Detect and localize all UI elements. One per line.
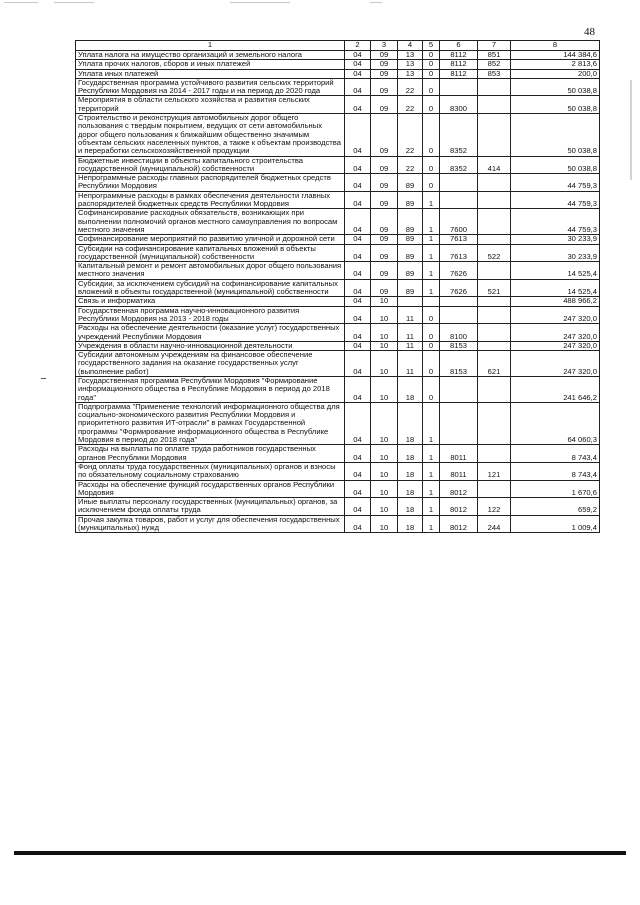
row-code: 10 xyxy=(371,445,398,463)
row-code xyxy=(440,78,478,96)
row-code: 1 xyxy=(423,445,440,463)
row-description: Софинансирование мероприятий по развитию уличной и дорожной сети xyxy=(76,235,345,244)
col-header: 5 xyxy=(423,41,440,51)
row-code: 04 xyxy=(345,235,371,244)
row-code: 621 xyxy=(478,351,511,377)
row-code: 09 xyxy=(371,96,398,114)
header-row xyxy=(76,41,600,51)
row-code: 7626 xyxy=(440,262,478,280)
row-code: 04 xyxy=(345,279,371,297)
row-code: 04 xyxy=(345,78,371,96)
row-code: 1 xyxy=(423,209,440,235)
row-amount: 44 759,3 xyxy=(511,191,600,209)
row-code: 10 xyxy=(371,297,398,306)
row-code xyxy=(478,445,511,463)
table-row xyxy=(76,480,600,498)
row-code: 10 xyxy=(371,462,398,480)
row-code: 1 xyxy=(423,279,440,297)
row-description: Расходы на обеспечение функций государственных органов Республики Мордовия xyxy=(76,480,345,498)
row-code: 09 xyxy=(371,156,398,174)
row-code: 04 xyxy=(345,69,371,78)
row-code: 18 xyxy=(398,462,423,480)
row-code: 09 xyxy=(371,262,398,280)
row-code: 1 xyxy=(423,498,440,516)
row-code: 09 xyxy=(371,244,398,262)
row-code xyxy=(478,262,511,280)
row-code xyxy=(478,235,511,244)
row-amount: 1 009,4 xyxy=(511,515,600,533)
row-description: Софинансирование расходных обязательств, возникающих при выполнении полномочий органов местного самоуправления по вопросам местного значения xyxy=(76,209,345,235)
row-code: 0 xyxy=(423,51,440,60)
row-code: 122 xyxy=(478,498,511,516)
row-amount: 50 038,8 xyxy=(511,156,600,174)
row-code: 13 xyxy=(398,69,423,78)
row-description: Расходы на выплаты по оплате труда работников государственных органов Республики Мордовия xyxy=(76,445,345,463)
row-code xyxy=(478,480,511,498)
row-code: 18 xyxy=(398,515,423,533)
row-description: Государственная программа научно-инновационного развития Республики Мордовия на 2013 - 2018 годы xyxy=(76,306,345,324)
row-code: 522 xyxy=(478,244,511,262)
page-number: 48 xyxy=(584,26,595,38)
table-row xyxy=(76,69,600,78)
row-code: 09 xyxy=(371,279,398,297)
row-code: 0 xyxy=(423,114,440,156)
table-row xyxy=(76,60,600,69)
row-code: 89 xyxy=(398,262,423,280)
row-code: 04 xyxy=(345,498,371,516)
row-amount: 247 320,0 xyxy=(511,341,600,350)
row-code: 414 xyxy=(478,156,511,174)
table-row xyxy=(76,174,600,192)
row-code: 04 xyxy=(345,445,371,463)
row-description: Субсидии автономным учреждениям на финансовое обеспечение государственного задания на оказание государственных услуг (выполнение работ) xyxy=(76,351,345,377)
row-code: 8300 xyxy=(440,96,478,114)
row-amount: 44 759,3 xyxy=(511,209,600,235)
row-code: 04 xyxy=(345,324,371,342)
row-code: 13 xyxy=(398,60,423,69)
row-code: 13 xyxy=(398,51,423,60)
row-amount: 488 966,2 xyxy=(511,297,600,306)
row-description: Строительство и реконструкция автомобильных дорог общего пользования с твердым покрытием, ведущих от сети автомобильных дорог общего пользования к ближайшим общественно значимым объектам сельских населенных пунктов, а также к объектам производства и переработки сельскохозяйственной продукции xyxy=(76,114,345,156)
row-description: Государственная программа Республики Мордовия "Формирование информационного общества в Республике Мордовия в период до 2018 года" xyxy=(76,376,345,402)
row-amount: 659,2 xyxy=(511,498,600,516)
row-code: 0 xyxy=(423,324,440,342)
row-code: 1 xyxy=(423,480,440,498)
row-code: 10 xyxy=(371,341,398,350)
row-description: Прочая закупка товаров, работ и услуг для обеспечения государственных (муниципальных) нужд xyxy=(76,515,345,533)
row-code xyxy=(440,191,478,209)
row-amount: 50 038,8 xyxy=(511,114,600,156)
row-code: 18 xyxy=(398,480,423,498)
row-code: 1 xyxy=(423,402,440,444)
row-code: 8012 xyxy=(440,515,478,533)
row-amount: 14 525,4 xyxy=(511,262,600,280)
row-code: 8352 xyxy=(440,156,478,174)
row-code: 121 xyxy=(478,462,511,480)
table-row xyxy=(76,306,600,324)
row-code: 04 xyxy=(345,297,371,306)
row-code xyxy=(478,191,511,209)
row-code: 04 xyxy=(345,376,371,402)
row-code: 18 xyxy=(398,498,423,516)
row-code: 1 xyxy=(423,244,440,262)
row-code: 09 xyxy=(371,60,398,69)
row-code xyxy=(440,376,478,402)
row-code: 09 xyxy=(371,235,398,244)
row-code: 04 xyxy=(345,174,371,192)
row-code xyxy=(478,341,511,350)
row-code: 04 xyxy=(345,402,371,444)
row-code: 8011 xyxy=(440,462,478,480)
row-code: 11 xyxy=(398,351,423,377)
row-amount: 8 743,4 xyxy=(511,445,600,463)
row-code xyxy=(478,114,511,156)
scan-right-edge xyxy=(630,80,632,180)
row-description: Учреждения в области научно-инновационной деятельности xyxy=(76,341,345,350)
row-code: 89 xyxy=(398,191,423,209)
row-code: 7626 xyxy=(440,279,478,297)
row-code: 09 xyxy=(371,114,398,156)
table-row xyxy=(76,324,600,342)
row-code xyxy=(478,376,511,402)
row-code: 04 xyxy=(345,209,371,235)
table-row xyxy=(76,209,600,235)
row-code: 04 xyxy=(345,51,371,60)
row-code: 10 xyxy=(371,306,398,324)
row-code: 09 xyxy=(371,69,398,78)
row-code: 09 xyxy=(371,174,398,192)
table-row xyxy=(76,515,600,533)
table-row xyxy=(76,297,600,306)
table-row xyxy=(76,191,600,209)
table-row xyxy=(76,114,600,156)
table-row xyxy=(76,462,600,480)
row-description: Непрограммные расходы главных распорядителей бюджетных средств Республики Мордовия xyxy=(76,174,345,192)
row-code: 11 xyxy=(398,306,423,324)
row-code: 10 xyxy=(371,480,398,498)
row-code: 8012 xyxy=(440,498,478,516)
row-code: 0 xyxy=(423,174,440,192)
table-row xyxy=(76,402,600,444)
row-code: 04 xyxy=(345,244,371,262)
row-code: 853 xyxy=(478,69,511,78)
row-code xyxy=(478,297,511,306)
row-code: 1 xyxy=(423,462,440,480)
row-code: 18 xyxy=(398,376,423,402)
row-amount: 247 320,0 xyxy=(511,351,600,377)
row-amount: 30 233,9 xyxy=(511,235,600,244)
row-description: Мероприятия в области сельского хозяйства и развития сельских территорий xyxy=(76,96,345,114)
row-description: Бюджетные инвестиции в объекты капитального строительства государственной (муниципальной) собственности xyxy=(76,156,345,174)
row-code: 8011 xyxy=(440,445,478,463)
row-code: 0 xyxy=(423,351,440,377)
row-code: 04 xyxy=(345,262,371,280)
table-row xyxy=(76,351,600,377)
row-amount: 200,0 xyxy=(511,69,600,78)
row-code xyxy=(440,174,478,192)
row-code: 04 xyxy=(345,156,371,174)
row-code: 89 xyxy=(398,235,423,244)
row-code xyxy=(440,306,478,324)
row-code: 0 xyxy=(423,78,440,96)
row-code: 22 xyxy=(398,114,423,156)
row-description: Иные выплаты персоналу государственных (муниципальных) органов, за исключением фонда оплаты труда xyxy=(76,498,345,516)
row-code: 04 xyxy=(345,60,371,69)
row-amount: 144 384,6 xyxy=(511,51,600,60)
row-description: Уплата налога на имущество организаций и земельного налога xyxy=(76,51,345,60)
row-code: 09 xyxy=(371,78,398,96)
row-amount: 2 813,6 xyxy=(511,60,600,69)
table-row xyxy=(76,244,600,262)
row-code: 1 xyxy=(423,515,440,533)
row-code: 0 xyxy=(423,69,440,78)
row-code: 851 xyxy=(478,51,511,60)
row-code: 8012 xyxy=(440,480,478,498)
row-code: 10 xyxy=(371,498,398,516)
row-code: 18 xyxy=(398,402,423,444)
table-row xyxy=(76,96,600,114)
row-code: 7600 xyxy=(440,209,478,235)
row-code: 8112 xyxy=(440,51,478,60)
row-code xyxy=(440,402,478,444)
row-code: 244 xyxy=(478,515,511,533)
row-code: 7613 xyxy=(440,235,478,244)
row-code: 89 xyxy=(398,174,423,192)
row-code: 0 xyxy=(423,376,440,402)
col-header: 7 xyxy=(478,41,511,51)
row-description: Государственная программа устойчивого развития сельских территорий Республики Мордовия на 2014 - 2017 годы и на период до 2020 года xyxy=(76,78,345,96)
row-amount: 44 759,3 xyxy=(511,174,600,192)
row-code: 8153 xyxy=(440,341,478,350)
row-amount: 64 060,3 xyxy=(511,402,600,444)
budget-table xyxy=(75,40,600,533)
bottom-rule xyxy=(14,851,626,855)
row-description: Субсидии на софинансирование капитальных вложений в объекты государственной (муниципальной) собственности xyxy=(76,244,345,262)
row-code xyxy=(478,306,511,324)
row-code: 89 xyxy=(398,279,423,297)
row-code: 04 xyxy=(345,96,371,114)
row-amount: 14 525,4 xyxy=(511,279,600,297)
row-description: Фонд оплаты труда государственных (муниципальных) органов и взносы по обязательному социальному страхованию xyxy=(76,462,345,480)
row-code xyxy=(478,209,511,235)
col-header: 2 xyxy=(345,41,371,51)
table-row xyxy=(76,376,600,402)
row-code: 8100 xyxy=(440,324,478,342)
table-row xyxy=(76,279,600,297)
table-row xyxy=(76,78,600,96)
row-code: 04 xyxy=(345,191,371,209)
col-header: 1 xyxy=(76,41,345,51)
row-code: 0 xyxy=(423,96,440,114)
col-header: 4 xyxy=(398,41,423,51)
row-description: Субсидии, за исключением субсидий на софинансирование капитальных вложений в объекты государственной (муниципальной) собственности xyxy=(76,279,345,297)
col-header: 3 xyxy=(371,41,398,51)
row-code: 1 xyxy=(423,262,440,280)
row-code: 8153 xyxy=(440,351,478,377)
row-code: 10 xyxy=(371,515,398,533)
row-code: 11 xyxy=(398,324,423,342)
row-description: Связь и информатика xyxy=(76,297,345,306)
row-code: 0 xyxy=(423,341,440,350)
row-code: 7613 xyxy=(440,244,478,262)
row-code xyxy=(423,297,440,306)
row-code: 04 xyxy=(345,515,371,533)
row-code: 04 xyxy=(345,351,371,377)
table-row xyxy=(76,51,600,60)
col-header: 6 xyxy=(440,41,478,51)
row-code: 04 xyxy=(345,480,371,498)
row-code xyxy=(478,96,511,114)
table-row xyxy=(76,445,600,463)
row-code xyxy=(478,78,511,96)
row-code: 04 xyxy=(345,462,371,480)
row-code xyxy=(398,297,423,306)
row-amount: 50 038,8 xyxy=(511,96,600,114)
row-code: 1 xyxy=(423,191,440,209)
row-description: Уплата иных платежей xyxy=(76,69,345,78)
row-code: 22 xyxy=(398,78,423,96)
table-row xyxy=(76,235,600,244)
row-code: 09 xyxy=(371,209,398,235)
table-row xyxy=(76,156,600,174)
row-amount: 247 320,0 xyxy=(511,324,600,342)
row-code: 10 xyxy=(371,351,398,377)
row-code: 852 xyxy=(478,60,511,69)
row-code: 04 xyxy=(345,341,371,350)
row-code: 04 xyxy=(345,306,371,324)
row-code xyxy=(478,402,511,444)
row-code: 0 xyxy=(423,156,440,174)
row-description: Расходы на обеспечение деятельности (оказание услуг) государственных учреждений Республики Мордовия xyxy=(76,324,345,342)
scan-edge-artifacts xyxy=(0,0,640,6)
row-amount: 30 233,9 xyxy=(511,244,600,262)
row-code: 0 xyxy=(423,60,440,69)
row-description: Уплата прочих налогов, сборов и иных платежей xyxy=(76,60,345,69)
row-amount: 50 038,8 xyxy=(511,78,600,96)
row-code: 89 xyxy=(398,209,423,235)
col-header: 8 xyxy=(511,41,600,51)
row-code: 09 xyxy=(371,191,398,209)
row-description: Подпрограмма "Применение технологий информационного общества для социально-экономического развития Республики Мордовия и приоритетного развития ИТ-отрасли" в рамках Государственной программы "Формирование информационного общества в Республике Мордовия в период до 2018 года" xyxy=(76,402,345,444)
row-code: 10 xyxy=(371,376,398,402)
row-code xyxy=(478,324,511,342)
row-description: Капитальный ремонт и ремонт автомобильных дорог общего пользования местного значения xyxy=(76,262,345,280)
row-code: 0 xyxy=(423,306,440,324)
row-amount: 241 646,2 xyxy=(511,376,600,402)
row-code: 18 xyxy=(398,445,423,463)
row-code: 8112 xyxy=(440,69,478,78)
row-code xyxy=(440,297,478,306)
row-amount: 247 320,0 xyxy=(511,306,600,324)
margin-tick xyxy=(41,378,46,379)
row-code: 04 xyxy=(345,114,371,156)
table-body xyxy=(76,51,600,533)
row-code: 8112 xyxy=(440,60,478,69)
table-row xyxy=(76,262,600,280)
table-row xyxy=(76,341,600,350)
row-code: 22 xyxy=(398,156,423,174)
row-amount: 8 743,4 xyxy=(511,462,600,480)
row-code: 11 xyxy=(398,341,423,350)
table-row xyxy=(76,498,600,516)
row-code: 10 xyxy=(371,402,398,444)
row-code xyxy=(478,174,511,192)
row-code: 09 xyxy=(371,51,398,60)
row-code: 1 xyxy=(423,235,440,244)
row-amount: 1 670,6 xyxy=(511,480,600,498)
row-code: 8352 xyxy=(440,114,478,156)
row-code: 521 xyxy=(478,279,511,297)
row-code: 10 xyxy=(371,324,398,342)
row-description: Непрограммные расходы в рамках обеспечения деятельности главных распорядителей бюджетных средств Республики Мордовия xyxy=(76,191,345,209)
row-code: 22 xyxy=(398,96,423,114)
row-code: 89 xyxy=(398,244,423,262)
